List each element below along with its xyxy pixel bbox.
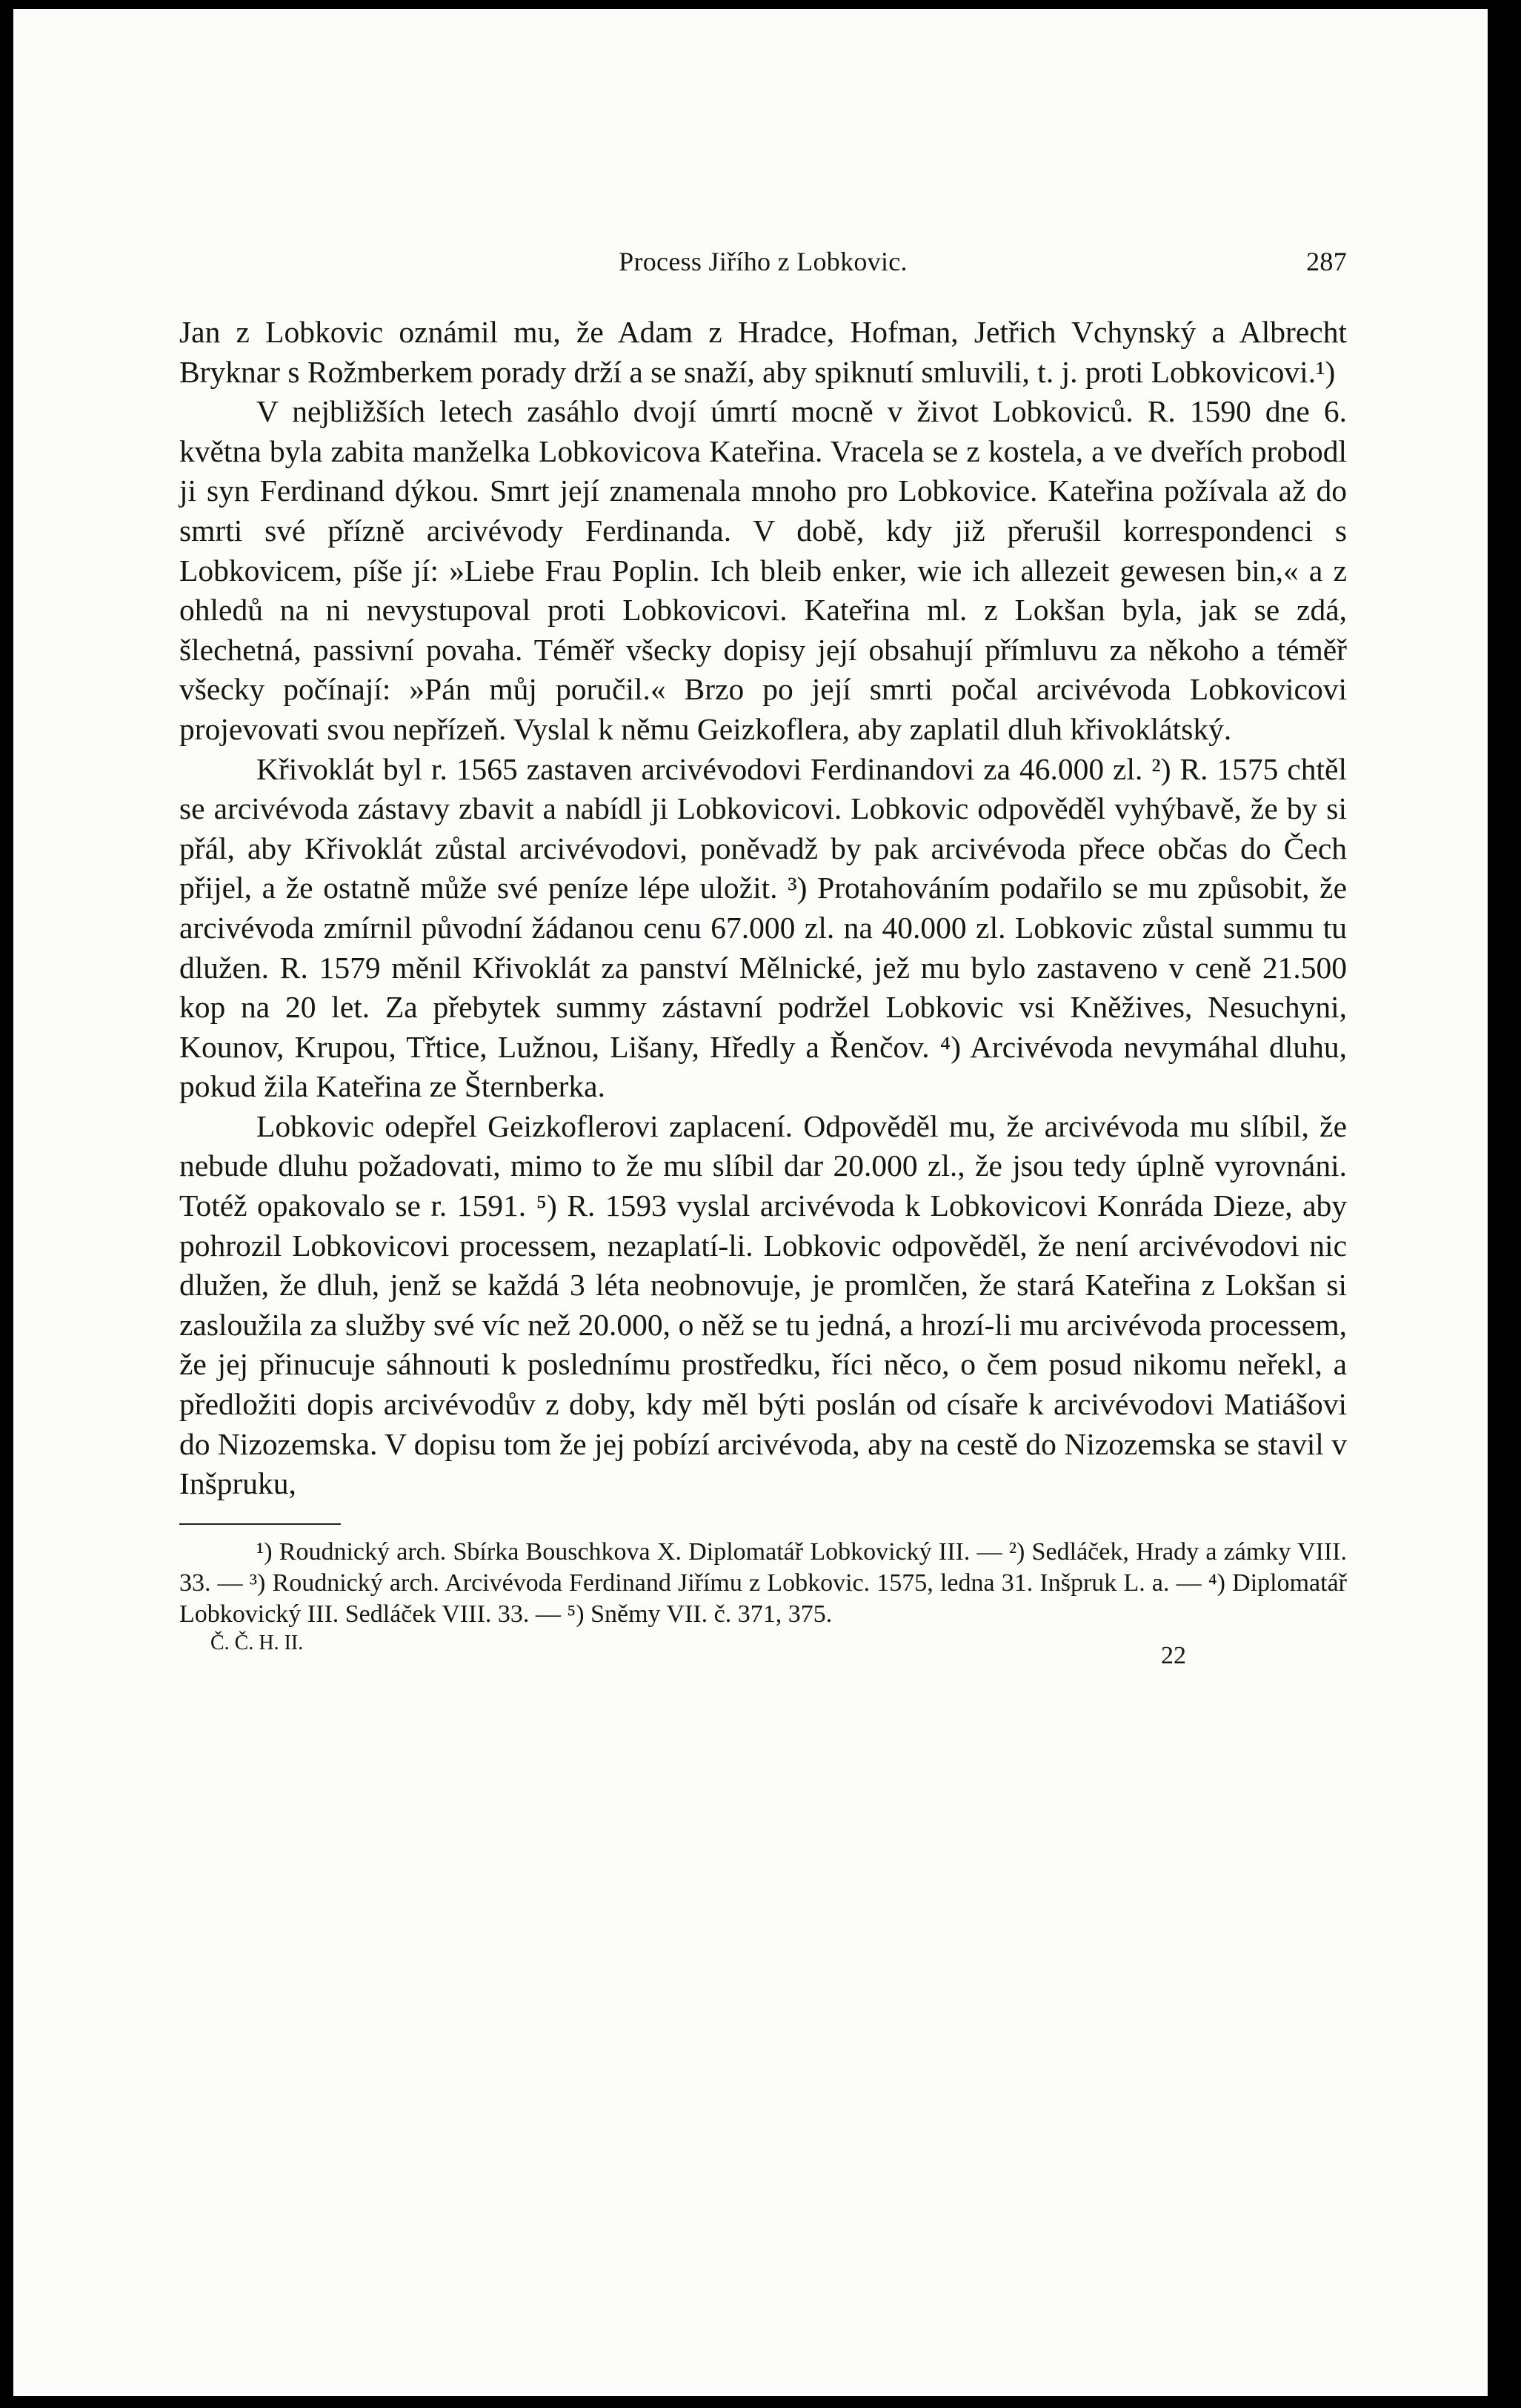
body-text xyxy=(179,313,1347,1504)
running-title: Process Jiřího z Lobkovic. xyxy=(619,247,908,276)
running-head xyxy=(179,246,1347,290)
paragraph: Křivoklát byl r. 1565 zastaven arcivévodovi Ferdinandovi za 46.000 zl. ²) R. 1575 chtěl se arcivévoda zástavy zbavit a nabídl ji Lobkovicovi. Lobkovic odpověděl vyhýbavě, že by si přál, aby Křivoklát zůstal arcivévodovi, poněvadž by pak arcivévoda přece občas do Čech přijel, a že ostatně může své peníze lépe uložit. ³) Protahováním podařilo se mu způsobit, že arcivévoda zmírnil původní žádanou cenu 67.000 zl. na 40.000 zl. Lobkovic zůstal summu tu dlužen. R. 1579 měnil Křivoklát za panství Mělnické, jež mu bylo zastaveno v ceně 21.500 kop na 20 let. Za přebytek summy zástavní podržel Lobkovic vsi Kněžives, Nesuchyni, Kounov, Krupou, Třtice, Lužnou, Lišany, Hředly a Řenčov. ⁴) Arcivévoda nevymáhal dluhu, pokud žila Kateřina ze Šternberka. xyxy=(179,751,1347,1104)
footnote-text: ¹) Roudnický arch. Sbírka Bouschkova X. Diplomatář Lobkovický III. — ²) Sedláček, Hrady a zámky VIII. 33. — ³) Roudnický arch. Arcivévoda Ferdinand Jiřímu z Lobkovic. 1575, ledna 31. Inšpruk L. a. — ⁴) Diplomatář Lobkovický III. Sedláček VIII. 33. — ⁵) Sněmy VII. č. 371, 375. xyxy=(179,1537,1347,1628)
footnote-divider xyxy=(179,1523,341,1525)
footnotes xyxy=(179,1537,1347,1630)
document-page xyxy=(13,9,1488,2396)
signature-line xyxy=(179,1632,1347,1676)
page-content xyxy=(179,246,1347,1676)
paragraph: Lobkovic odepřel Geizkoflerovi zaplacení. Odpověděl mu, že arcivévoda mu slíbil, že nebude dluhu požadovati, mimo to že mu slíbil dar 20.000 zl., že jsou tedy úplně vyrovnáni. Totéž opakovalo se r. 1591. ⁵) R. 1593 vyslal arcivévoda k Lobkovicovi Konráda Dieze, aby pohrozil Lobkovicovi processem, nezaplatí-li. Lobkovic odpověděl, že není arcivévodovi nic dlužen, že dluh, jenž se každá 3 léta neobnovuje, je promlčen, že stará Kateřina z Lokšan si zasloužila za služby své víc než 20.000, o něž se tu jedná, a hrozí-li mu arcivévoda processem, že jej přinucuje sáhnouti k poslednímu prostředku, říci něco, o čem posud nikomu neřekl, a předložiti dopis arcivévodův z doby, kdy měl býti poslán od císaře k arcivévodovi Matiášovi do Nizozemska. V dopisu tom že jej pobízí arcivévoda, aby na cestě do Nizozemska se stavil v Inšpruku, xyxy=(179,1108,1347,1501)
printer-signature: Č. Č. H. II. xyxy=(210,1631,304,1654)
sheet-number: 22 xyxy=(1161,1641,1186,1669)
page-number: 287 xyxy=(1306,247,1347,276)
paragraph: Jan z Lobkovic oznámil mu, že Adam z Hradce, Hofman, Jetřich Vchynský a Albrecht Bryknar s Rožmberkem porady drží a se snaží, aby spiknutí smluvili, t. j. proti Lobkovicovi.¹) xyxy=(179,315,1347,389)
paragraph: V nejbližších letech zasáhlo dvojí úmrtí mocně v život Lobkoviců. R. 1590 dne 6. května byla zabita manželka Lobkovicova Kateřina. Vracela se z kostela, a ve dveřích probodl ji syn Ferdinand dýkou. Smrt její znamenala mnoho pro Lobkovice. Kateřina požívala až do smrti své přízně arcivévody Ferdinanda. V době, kdy již přerušil korrespondenci s Lobkovicem, píše jí: »Liebe Frau Poplin. Ich bleib enker, wie ich allezeit gewesen bin,« a z ohledů na ni nevystupoval proti Lobkovicovi. Kateřina ml. z Lokšan byla, jak se zdá, šlechetná, passivní povaha. Téměř všecky dopisy její obsahují přímluvu za někoho a téměř všecky počínají: »Pán můj poručil.« Brzo po její smrti počal arcivévoda Lobkovicovi projevovati svou nepřízeň. Vyslal k němu Geizkoflera, aby zaplatil dluh křivoklátský. xyxy=(179,394,1347,746)
